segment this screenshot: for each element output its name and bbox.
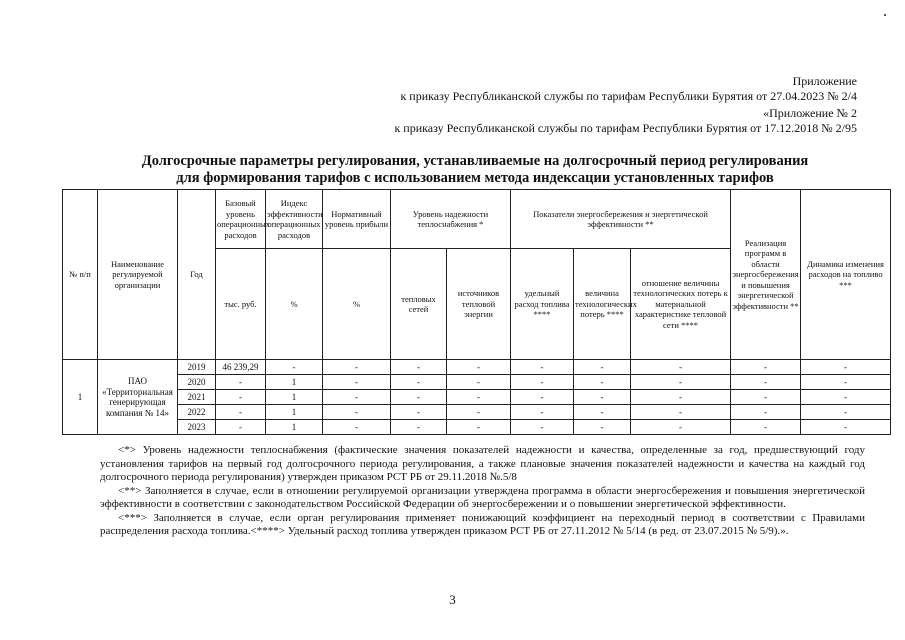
footnote-fuel: <***> Заполняется в случае, если орган регулирования применяет понижающий коэффициент на переходный период в соответствии с Правилами распределения расхода топлива.<****> Удельный расход топлива утвержден приказом РСТ РБ от 27.11.2012 № 5/14 (в ред. от 23.07.2015 № 5/9).». <box>100 511 865 537</box>
cell-index: - <box>266 360 323 375</box>
cell-losses: - <box>574 405 631 420</box>
footnotes <box>100 444 865 539</box>
cell-norm: - <box>323 375 391 390</box>
unit-base: тыс. руб. <box>216 249 266 360</box>
cell-sources: - <box>447 405 511 420</box>
cell-norm: - <box>323 390 391 405</box>
table-row <box>63 360 891 375</box>
page-number: 3 <box>449 592 456 607</box>
cell-base: 46 239,29 <box>216 360 266 375</box>
cell-fuel: - <box>511 390 574 405</box>
col-norm-header: Нормативный уровень прибыли <box>323 190 391 249</box>
cell-fuel: - <box>511 360 574 375</box>
parameters-table <box>62 189 891 435</box>
cell-year: 2020 <box>178 375 216 390</box>
title-line-2: для формирования тарифов с использованием метода индексации установленных тарифов <box>176 170 774 186</box>
col-energy-header: Показатели энергосбережения и энергетической эффективности ** <box>511 190 731 249</box>
header-row-1 <box>63 190 891 249</box>
cell-losses: - <box>574 360 631 375</box>
cell-ratio: - <box>631 360 731 375</box>
cell-dynamics: - <box>801 360 891 375</box>
cell-dynamics: - <box>801 405 891 420</box>
sub-fuel-header: удельный расход топлива **** <box>511 249 574 360</box>
cell-norm: - <box>323 420 391 435</box>
cell-networks: - <box>391 360 447 375</box>
table-row <box>63 420 891 435</box>
cell-index: 1 <box>266 390 323 405</box>
cell-ratio: - <box>631 390 731 405</box>
row-number: 1 <box>63 360 98 435</box>
cell-year: 2023 <box>178 420 216 435</box>
cell-fuel: - <box>511 420 574 435</box>
cell-norm: - <box>323 360 391 375</box>
footnote-energy-saving: <**> Заполняется в случае, если в отношении регулируемой организации утверждена программа в области энергосбережения и повышения энергетической эффективности в соответствии с законодательством Российской Федерации об энергосбережении и о повышении энергетической эффективности. <box>100 484 865 510</box>
cell-sources: - <box>447 375 511 390</box>
cell-year: 2021 <box>178 390 216 405</box>
cell-fuel: - <box>511 405 574 420</box>
cell-base: - <box>216 420 266 435</box>
header-line-2: к приказу Республиканской службы по тарифам Республики Бурятия от 27.04.2023 № 2/4 <box>400 89 857 103</box>
cell-index: 1 <box>266 375 323 390</box>
cell-program: - <box>731 405 801 420</box>
cell-dynamics: - <box>801 390 891 405</box>
cell-program: - <box>731 420 801 435</box>
cell-networks: - <box>391 420 447 435</box>
unit-index: % <box>266 249 323 360</box>
table-row <box>63 375 891 390</box>
cell-sources: - <box>447 390 511 405</box>
table-row <box>63 405 891 420</box>
cell-base: - <box>216 405 266 420</box>
col-base-header: Базовый уровень операционных расходов <box>216 190 266 249</box>
cell-index: 1 <box>266 405 323 420</box>
scan-speck <box>884 14 886 16</box>
cell-program: - <box>731 360 801 375</box>
col-year-header: Год <box>178 190 216 360</box>
cell-index: 1 <box>266 420 323 435</box>
col-program-header: Реализация программ в области энергосбережения и повышения энергетической эффективности ** <box>731 190 801 360</box>
cell-fuel: - <box>511 375 574 390</box>
cell-base: - <box>216 375 266 390</box>
document-title <box>60 153 890 187</box>
table-row <box>63 390 891 405</box>
sub-sources-header: источников тепловой энергии <box>447 249 511 360</box>
cell-year: 2022 <box>178 405 216 420</box>
footnote-reliability: <*> Уровень надежности теплоснабжения (фактические значения показателей надежности и качества, определенные за год, предшествующий году установления тарифов на первый год долгосрочного периода регулирования, а также плановые значения показателей надежности и качества на каждый год долгосрочного периода регулирования) утвержден приказом РСТ РБ от 29.11.2018 №.5/8 <box>100 444 865 483</box>
cell-program: - <box>731 375 801 390</box>
cell-networks: - <box>391 375 447 390</box>
cell-ratio: - <box>631 405 731 420</box>
cell-losses: - <box>574 390 631 405</box>
sub-losses-header: величина технологических потерь **** <box>574 249 631 360</box>
cell-dynamics: - <box>801 375 891 390</box>
unit-norm: % <box>323 249 391 360</box>
col-dynamics-header: Динамика изменения расходов на топливо *** <box>801 190 891 360</box>
cell-ratio: - <box>631 375 731 390</box>
header-line-1: Приложение <box>792 74 857 88</box>
cell-networks: - <box>391 390 447 405</box>
col-num-header: № п/п <box>63 190 98 360</box>
col-reliability-header: Уровень надежности теплоснабжения * <box>391 190 511 249</box>
cell-program: - <box>731 390 801 405</box>
cell-ratio: - <box>631 420 731 435</box>
cell-sources: - <box>447 420 511 435</box>
cell-losses: - <box>574 375 631 390</box>
cell-losses: - <box>574 420 631 435</box>
title-line-1: Долгосрочные параметры регулирования, устанавливаемые на долгосрочный период регулирования <box>141 153 809 169</box>
header-line-3: «Приложение № 2 <box>763 106 857 120</box>
sub-ratio-header: отношение величины технологических потерь к материальной характеристике тепловой сети **** <box>631 249 731 360</box>
cell-sources: - <box>447 360 511 375</box>
cell-networks: - <box>391 405 447 420</box>
cell-base: - <box>216 390 266 405</box>
col-org-header: Наименование регулируемой организации <box>98 190 178 360</box>
col-index-header: Индекс эффективности операционных расходов <box>266 190 323 249</box>
org-name: ПАО «Территориальная генерирующая компания № 14» <box>98 360 178 435</box>
cell-year: 2019 <box>178 360 216 375</box>
cell-dynamics: - <box>801 420 891 435</box>
cell-norm: - <box>323 405 391 420</box>
sub-networks-header: тепловых сетей <box>391 249 447 360</box>
header-line-4: к приказу Республиканской службы по тарифам Республики Бурятия от 17.12.2018 № 2/95 <box>394 121 857 135</box>
